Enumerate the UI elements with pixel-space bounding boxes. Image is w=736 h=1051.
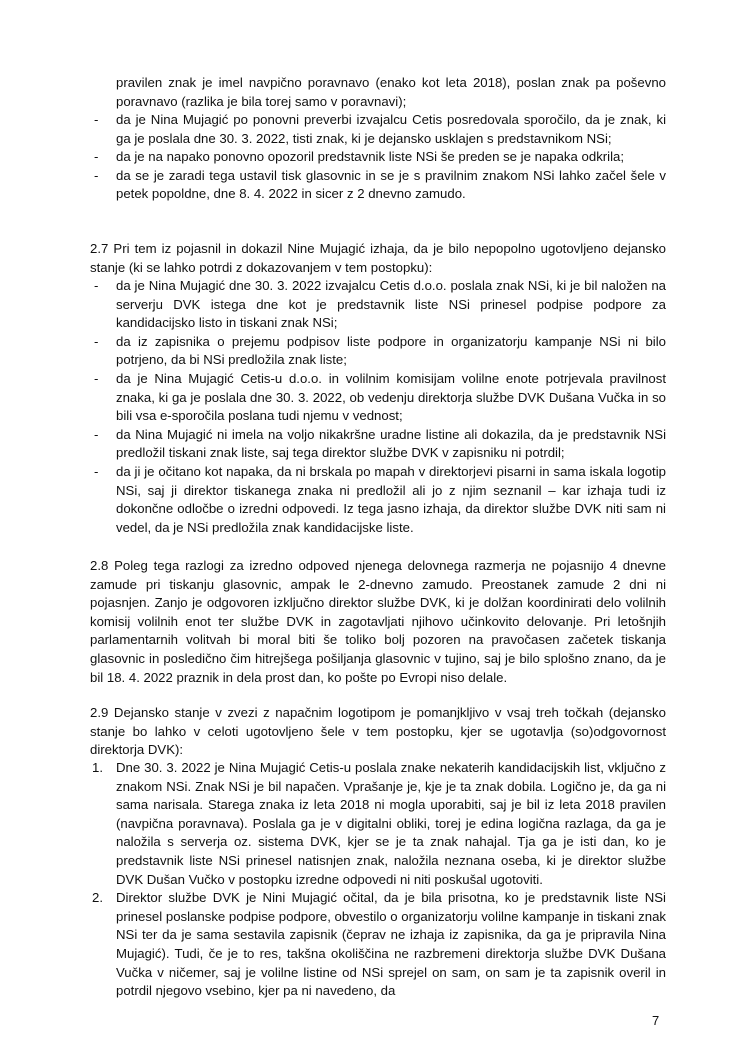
intro-paragraph: pravilen znak je imel navpično poravnavo (enako kot leta 2018), poslan znak pa poševno poravnavo (razlika je bila torej samo v poravnavi); [116, 75, 666, 109]
list-item: - da se je zaradi tega ustavil tisk glasovnic in se je s pravilnim znakom NSi lahko začel šele v petek popoldne, dne 8. 4. 2022 in sicer z 2 dnevno zamudo. [90, 167, 666, 204]
page-number: 7 [652, 1013, 660, 1028]
list-findings-1 [90, 111, 666, 204]
paragraph-2-9: 2.9 Dejansko stanje v zvezi z napačnim logotipom je pomanjkljivo v vsaj treh točkah (dejansko stanje bo lahko v celoti ugotovljeno šele v tem postopku, kjer se ugotavlja (so)odgovornost direktorja DVK): [90, 705, 666, 758]
list-item-number: 1. [92, 760, 103, 775]
list-item-text: Dne 30. 3. 2022 je Nina Mujagić Cetis-u poslala znake nekaterih kandidacijskih list, vključno z znakom NSi. Znak NSi je bil napačen. Vprašanje je, kje je ta znak dobila. Logično je, da ga ni sama narisala. Starega znaka iz leta 2018 ni mogla uporabiti, saj je bil iz leta 2018 pravilen (navpična poravnava). Poslala ga je v digitalni obliki, torej je edina logična razlaga, da ga je naložila s serverja oz. sistema DVK, kjer se je ta znak nahajal. Tja ga je isti dan, ko je predstavnik liste NSi prinesel natisnjen znak, naložila neznana oseba, ki je direktor službe DVK Dušan Vučko v postopku izredne odpovedi ni niti poskušal ugotoviti. [116, 760, 666, 887]
list-item [90, 759, 666, 889]
list-item: - da je Nina Mujagić dne 30. 3. 2022 izvajalcu Cetis d.o.o. poslala znak NSi, ki je bil naložen na serverju DVK istega dne kot je predstavnik liste NSi prinesel podpise podpore za kandidacijsko listo in tiskani znak NSi; [90, 277, 666, 333]
list-item [90, 889, 666, 1001]
numbered-list [90, 759, 666, 1001]
list-item: - da je Nina Mujagić Cetis-u d.o.o. in volilnim komisijam volilne enote potrjevala pravilnost znaka, ki ga je poslala dne 30. 3. 2022, ob vedenju direktorja službe DVK Dušana Vučka in so bili vsa e-sporočila poslana tudi njemu v vednost; [90, 370, 666, 426]
list-item: - da iz zapisnika o prejemu podpisov liste podpore in organizatorju kampanje NSi ni bilo potrjeno, da bi NSi predložila znak liste; [90, 333, 666, 370]
list-item: - da Nina Mujagić ni imela na voljo nikakršne uradne listine ali dokazila, da je predstavnik NSi predložil tiskani znak liste, saj tega direktor službe DVK v zapisniku ni potrdil; [90, 426, 666, 463]
list-findings-2 [90, 277, 666, 537]
list-item: - da je na napako ponovno opozoril predstavnik liste NSi še preden se je napaka odkrila; [90, 148, 666, 167]
paragraph-2-7: 2.7 Pri tem iz pojasnil in dokazil Nine Mujagić izhaja, da je bilo nepopolno ugotovljeno dejansko stanje (ki se lahko potrdi z dokazovanjem v tem postopku): [90, 241, 666, 275]
list-item: - da je Nina Mujagić po ponovni preverbi izvajalcu Cetis posredovala sporočilo, da je znak, ki ga je poslala dne 30. 3. 2022, tisti znak, ki je dejansko usklajen s predstavnikom NSi; [90, 111, 666, 148]
paragraph-2-8: 2.8 Poleg tega razlogi za izredno odpoved njenega delovnega razmerja ne pojasnijo 4 dnevne zamude pri tiskanju glasovnic, ampak le 2-dnevno zamudo. Preostanek zamude 2 dni ni pojasnjen. Zanjo je odgovoren izključno direktor službe DVK, ki je dolžan koordinirati delo volilnih komisij volilnih enot ter službe DVK in zagotavljati njihovo učinkovito delovanje. Pri letošnjih parlamentarnih volitvah bi moral biti še toliko bolj pozoren na pravočasen začetek tiskanja glasovnic in posledično čim hitrejšega pošiljanja glasovnic v tujino, saj je bilo splošno znano, da je bil 18. 4. 2022 praznik in dela prost dan, ko pošte po Evropi niso delale. [90, 558, 666, 685]
list-item-text: Direktor službe DVK je Nini Mujagić očital, da je bila prisotna, ko je predstavnik liste NSi prinesel poslanske podpise podpore, obvestilo o organizatorju volilne kampanje in tiskani znak NSi ter da je sama sestavila zapisnik (čeprav ne izhaja iz zapisnika, da ga je pripravila Nina Mujagić). Tudi, če je to res, takšna okoliščina ne razbremeni direktorja službe DVK Dušana Vučka v ničemer, saj je volilne listine od NSi sprejel on sam, on sam je ta zapisnik overil in potrdil njegovo vsebino, kjer pa ni navedeno, da [116, 890, 666, 999]
list-item-number: 2. [92, 890, 103, 906]
list-item: - da ji je očitano kot napaka, da ni brskala po mapah v direktorjevi pisarni in sama iskala logotip NSi, saj ji direktor tiskanega znaka ni predložil ali jo z njim seznanil – kar izhaja tudi iz dokončne odločbe o izredni odpovedi. Iz tega jasno izhaja, da direktor službe DVK niti sam ni vedel, da je NSi predložila znak kandidacijske liste. [90, 463, 666, 537]
